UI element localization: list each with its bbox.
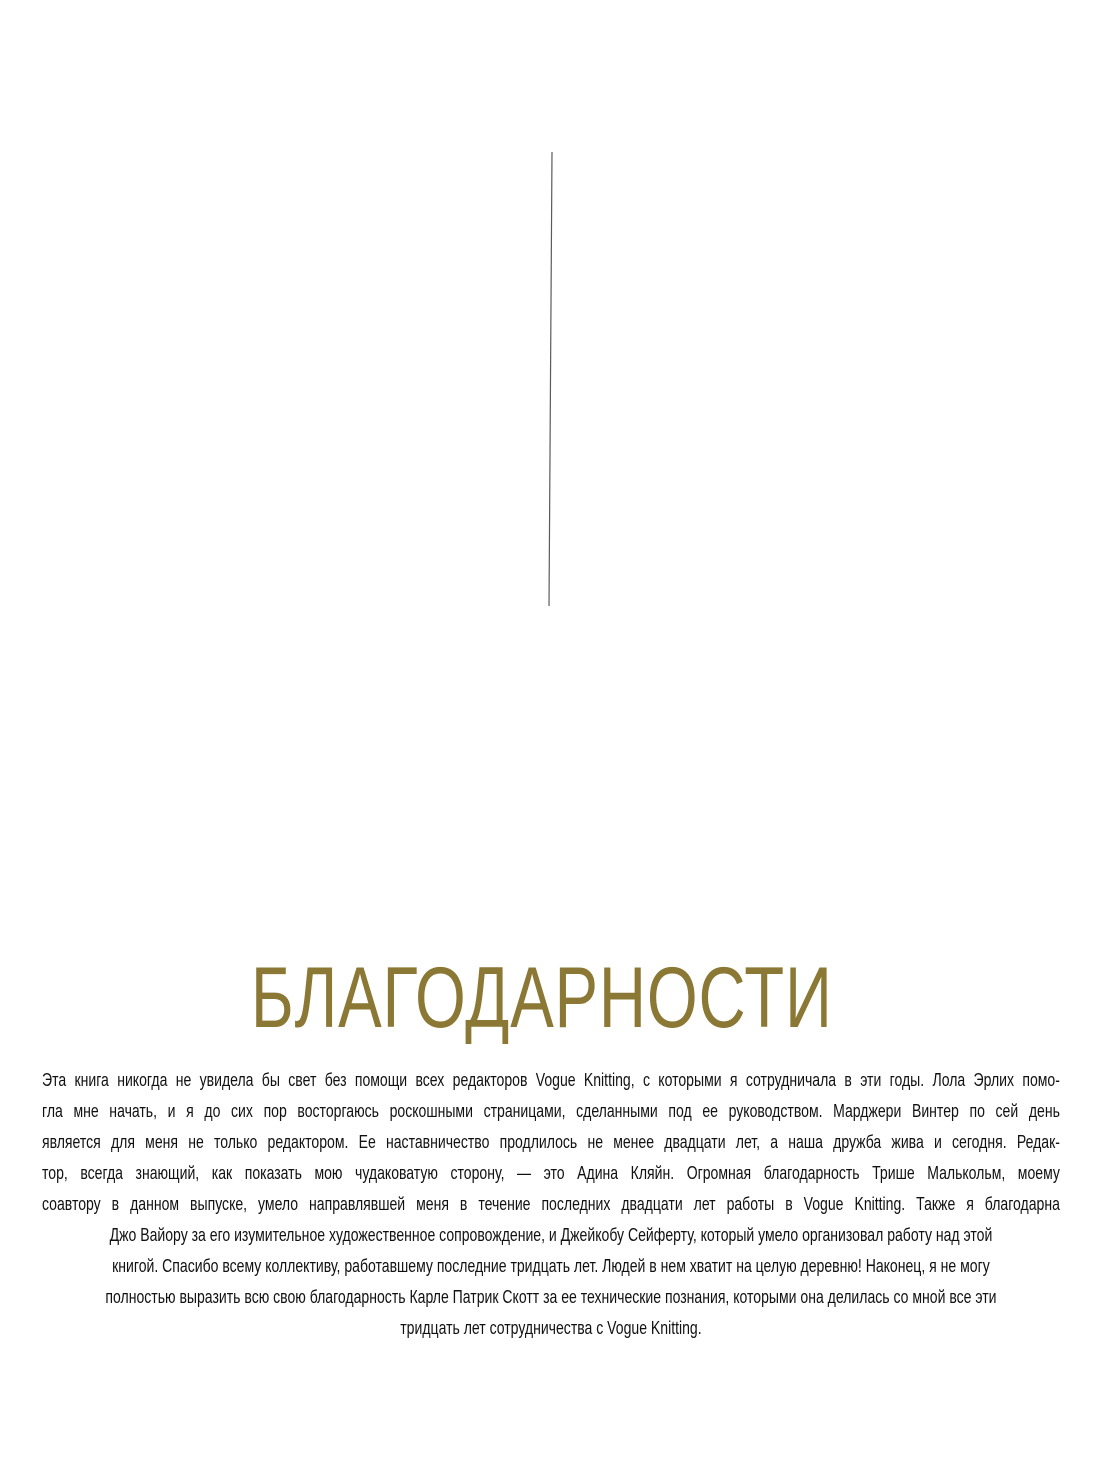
paragraph-line: Джо Вайору за его изумительное художественное сопровождение, и Джейкобу Сейферту, который умело организовал работу над этой [109,1225,993,1245]
paragraph-line: Эта книга никогда не увидела бы свет без помощи всех редакторов Vogue Knitting, с которыми я сотрудничала в эти годы. Лола Эрлих помо- [42,1070,1060,1090]
paragraph-line: соавтору в данном выпуске, умело направлявшей меня в течение последних двадцати лет работы в Vogue Knitting. Также я благодарна [42,1194,1060,1214]
paragraph-line: полностью выразить всю свою благодарность Карле Патрик Скотт за ее технические познания, которыми она делилась со мной все эти [105,1287,997,1307]
paragraph-line: гла мне начать, и я до сих пор восторгаюсь роскошными страницами, сделанными под ее руководством. Марджери Винтер по сей день [42,1101,1060,1121]
paragraph-line: тридцать лет сотрудничества с Vogue Knitting. [400,1318,702,1338]
heading-container [0,950,1084,1046]
page-heading: БЛАГОДАРНОСТИ [251,950,833,1046]
paragraph-line: тор, всегда знающий, как показать мою чудаковатую сторону, — это Адина Кляйн. Огромная благодарность Трише Малькольм, моему [42,1163,1060,1183]
vertical-divider-line [544,150,556,610]
paragraph-line: является для меня не только редактором. Ее наставничество продлилось не менее двадцати лет, а наша дружба жива и сегодня. Редак- [42,1132,1060,1152]
acknowledgements-paragraph [42,1065,1060,1344]
paragraph-line: книгой. Спасибо всему коллективу, работавшему последние тридцать лет. Людей в нем хватит на целую деревню! Наконец, я не могу [112,1256,990,1276]
